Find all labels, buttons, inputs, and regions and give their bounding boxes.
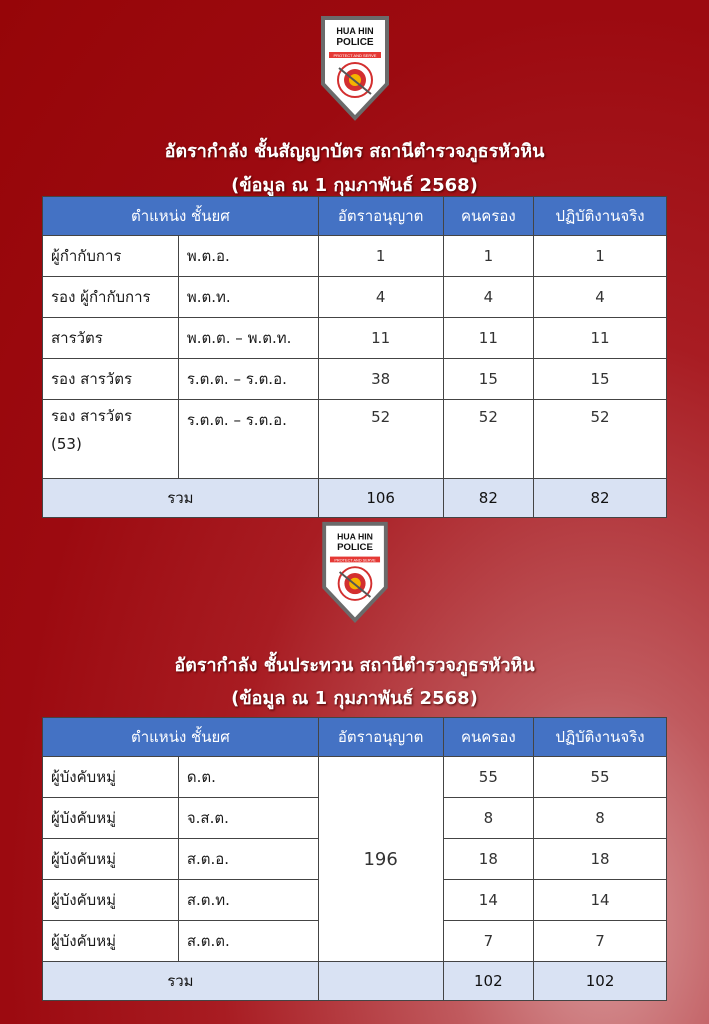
table-header-row [43, 718, 667, 757]
table-row [43, 400, 667, 479]
cell-position: ผู้บังคับหมู่ [43, 880, 179, 921]
header-allowed: อัตราอนุญาต [318, 718, 443, 757]
cell-actual: 8 [534, 798, 667, 839]
cell-position: ผู้บังคับหมู่ [43, 757, 179, 798]
header-held: คนครอง [443, 197, 534, 236]
table-header-row [43, 197, 667, 236]
cell-actual: 1 [534, 236, 667, 277]
table-row [43, 757, 667, 798]
total-label: รวม [43, 962, 319, 1001]
cell-actual: 18 [534, 839, 667, 880]
section2-title: อัตรากำลัง ชั้นประทวน สถานีตำรวจภูธรหัวหิน [174, 655, 535, 676]
cell-position: ผู้บังคับหมู่ [43, 839, 179, 880]
cell-held: 7 [443, 921, 534, 962]
section2-subtitle: (ข้อมูล ณ 1 กุมภาพันธ์ 2568) [231, 688, 478, 709]
header-actual: ปฏิบัติงานจริง [534, 197, 667, 236]
cell-position-line2: (53) [51, 435, 82, 453]
cell-position: สารวัตร [43, 318, 179, 359]
cell-rank: ส.ต.ท. [178, 880, 318, 921]
cell-rank: จ.ส.ต. [178, 798, 318, 839]
total-actual: 102 [534, 962, 667, 1001]
cell-allowed: 52 [318, 400, 443, 479]
cell-position-line1: รอง สารวัตร [51, 407, 133, 425]
cell-held: 52 [443, 400, 534, 479]
cell-held: 4 [443, 277, 534, 318]
cell-actual: 52 [534, 400, 667, 479]
table-row [43, 236, 667, 277]
cell-position: ผู้บังคับหมู่ [43, 921, 179, 962]
total-row [43, 479, 667, 518]
cell-held: 1 [443, 236, 534, 277]
cell-actual: 14 [534, 880, 667, 921]
cell-position: รอง สารวัตร [43, 359, 179, 400]
total-row [43, 962, 667, 1001]
hua-hin-police-logo [317, 14, 393, 122]
cell-rank: พ.ต.ท. [178, 277, 318, 318]
table-row [43, 359, 667, 400]
cell-position [43, 400, 179, 479]
badge-line1: HUA HIN [335, 26, 374, 36]
cell-held: 18 [443, 839, 534, 880]
header-actual: ปฏิบัติงานจริง [534, 718, 667, 757]
badge-ribbon: PROTECT AND SERVE [333, 53, 376, 58]
badge-line2: POLICE [335, 37, 374, 48]
total-actual: 82 [534, 479, 667, 518]
cell-position: ผู้บังคับหมู่ [43, 798, 179, 839]
total-held: 82 [443, 479, 534, 518]
cell-actual: 15 [534, 359, 667, 400]
total-label: รวม [43, 479, 319, 518]
section1-title: อัตรากำลัง ชั้นสัญญาบัตร สถานีตำรวจภูธรหัวหิน [164, 141, 545, 162]
cell-actual: 55 [534, 757, 667, 798]
header-held: คนครอง [443, 718, 534, 757]
total-allowed [318, 962, 443, 1001]
cell-rank: ร.ต.ต. – ร.ต.อ. [178, 400, 318, 479]
header-position: ตำแหน่ง ชั้นยศ [43, 718, 319, 757]
table-row [43, 318, 667, 359]
cell-actual: 11 [534, 318, 667, 359]
badge-ribbon: PROTECT AND SERVE [333, 558, 376, 563]
header-allowed: อัตราอนุญาต [318, 197, 443, 236]
cell-rank: ร.ต.ต. – ร.ต.อ. [178, 359, 318, 400]
total-held: 102 [443, 962, 534, 1001]
section1-subtitle: (ข้อมูล ณ 1 กุมภาพันธ์ 2568) [231, 175, 478, 196]
cell-actual: 4 [534, 277, 667, 318]
cell-held: 15 [443, 359, 534, 400]
cell-held: 14 [443, 880, 534, 921]
table-row [43, 277, 667, 318]
cell-allowed: 38 [318, 359, 443, 400]
cell-held: 8 [443, 798, 534, 839]
cell-allowed-merged: 196 [318, 757, 443, 962]
cell-rank: พ.ต.อ. [178, 236, 318, 277]
cell-rank: ด.ต. [178, 757, 318, 798]
cell-held: 11 [443, 318, 534, 359]
cell-position: ผู้กำกับการ [43, 236, 179, 277]
total-allowed: 106 [318, 479, 443, 518]
cell-actual: 7 [534, 921, 667, 962]
cell-allowed: 11 [318, 318, 443, 359]
cell-allowed: 1 [318, 236, 443, 277]
hua-hin-police-logo [317, 520, 393, 624]
cell-rank: ส.ต.ต. [178, 921, 318, 962]
non-commissioned-officers-table [42, 717, 667, 1001]
cell-allowed: 4 [318, 277, 443, 318]
header-position: ตำแหน่ง ชั้นยศ [43, 197, 319, 236]
badge-line1: HUA HIN [336, 531, 373, 542]
cell-held: 55 [443, 757, 534, 798]
badge-line2: POLICE [336, 541, 373, 553]
cell-position: รอง ผู้กำกับการ [43, 277, 179, 318]
cell-rank: พ.ต.ต. – พ.ต.ท. [178, 318, 318, 359]
cell-rank: ส.ต.อ. [178, 839, 318, 880]
commissioned-officers-table [42, 196, 667, 518]
